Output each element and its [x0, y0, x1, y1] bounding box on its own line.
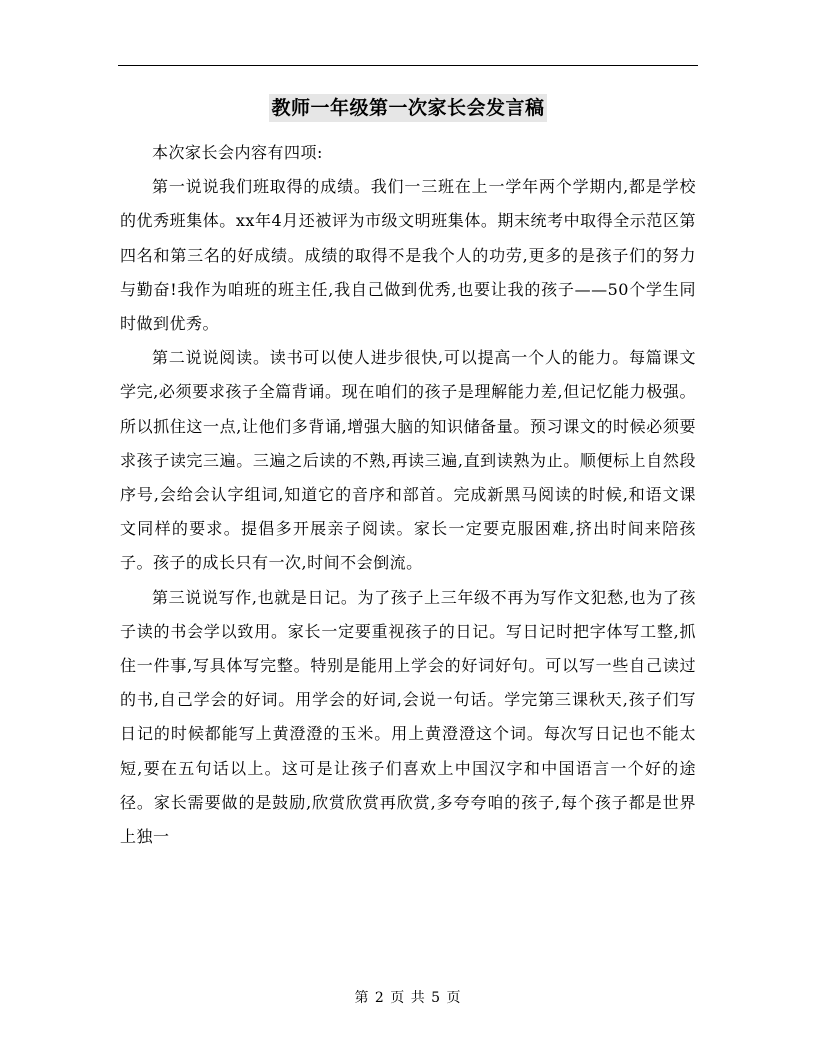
paragraph-reading: 第二说说阅读。读书可以使人进步很快,可以提高一个人的能力。每篇课文学完,必须要求孩子全篇背诵。现在咱们的孩子是理解能力差,但记忆能力极强。所以抓住这一点,让他们多背诵,增强大脑的知识储备量。预习课文的时候必须要求孩子读完三遍。三遍之后读的不熟,再读三遍,直到读熟为止。顺便标上自然段序号,会给会认字组词,知道它的音序和部首。完成新黑马阅读的时候,和语文课文同样的要求。提倡多开展亲子阅读。家长一定要克服困难,挤出时间来陪孩子。孩子的成长只有一次,时间不会倒流。 [120, 348, 696, 573]
page-footer: 第 2 页 共 5 页 [354, 990, 462, 1006]
document-title: 教师一年级第一次家长会发言稿 [269, 94, 546, 122]
paragraph-intro: 本次家长会内容有四项: [152, 143, 323, 162]
title-container [0, 94, 816, 122]
paragraph-writing: 第三说说写作,也就是日记。为了孩子上三年级不再为写作文犯愁,也为了孩子读的书会学以致用。家长一定要重视孩子的日记。写日记时把字体写工整,抓住一件事,写具体写完整。特别是能用上学会的好词好句。可以写一些自己读过的书,自己学会的好词。用学会的好词,会说一句话。学完第三课秋天,孩子们写日记的时候都能写上黄澄澄的玉米。用上黄澄澄这个词。每次写日记也不能太短,要在五句话以上。这可是让孩子们喜欢上中国汉字和中国语言一个好的途径。家长需要做的是鼓励,欣赏欣赏再欣赏,多夸夸咱的孩子,每个孩子都是世界上独一 [120, 587, 696, 847]
header-rule [118, 65, 698, 66]
paragraph-achievements: 第一说说我们班取得的成绩。我们一三班在上一学年两个学期内,都是学校的优秀班集体。xx年4月还被评为市级文明班集体。期末统考中取得全示范区第四名和第三名的好成绩。成绩的取得不是我个人的功劳,更多的是孩子们的努力与勤奋!我作为咱班的班主任,我自己做到优秀,也要让我的孩子——50个学生同时做到优秀。 [120, 177, 696, 334]
document-body [120, 136, 696, 854]
